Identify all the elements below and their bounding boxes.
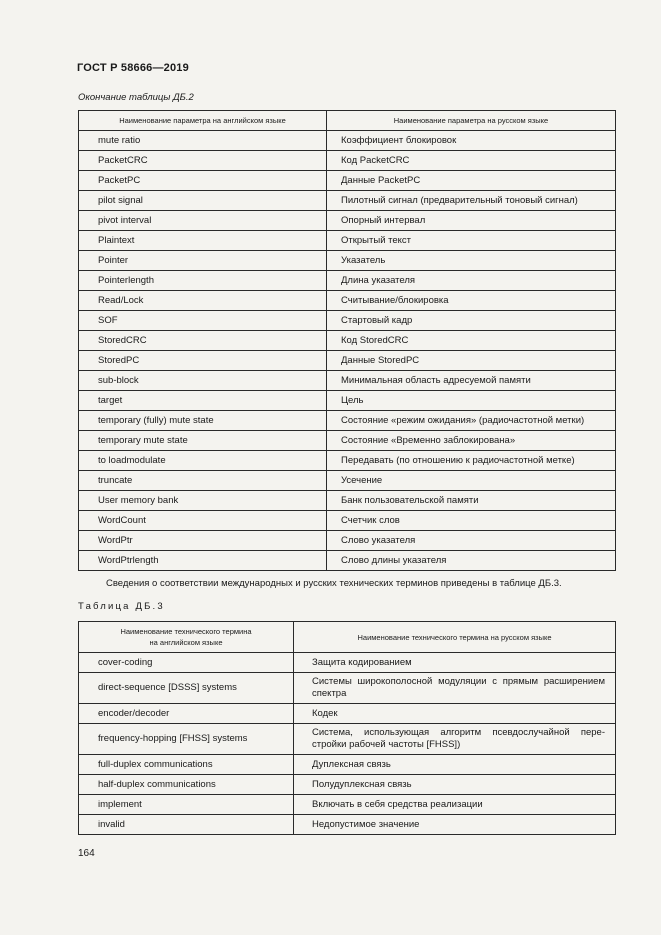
term-russian-cell: Состояние «режим ожидания» (радиочастотной метки) — [327, 411, 616, 431]
term-english-cell: StoredPC — [79, 351, 327, 371]
term-russian-cell: Данные PacketPC — [327, 171, 616, 191]
table-row — [79, 795, 616, 815]
reference-note: Сведения о соответствии международных и русских технических терминов приведены в таблице ДБ.3. — [106, 578, 562, 589]
term-russian-cell: Указатель — [327, 251, 616, 271]
term-english-cell: temporary (fully) mute state — [79, 411, 327, 431]
term-english-cell: encoder/decoder — [79, 704, 294, 724]
term-russian-cell: Коэффициент блокировок — [327, 131, 616, 151]
term-russian-cell: Код StoredCRC — [327, 331, 616, 351]
table-row — [79, 351, 616, 371]
term-english-cell: Pointerlength — [79, 271, 327, 291]
table-row — [79, 551, 616, 571]
term-english-cell: to loadmodulate — [79, 451, 327, 471]
term-russian-cell: Кодек — [294, 704, 616, 724]
table-row — [79, 815, 616, 835]
table-row — [79, 411, 616, 431]
term-english-cell: User memory bank — [79, 491, 327, 511]
term-russian-cell: Код PacketCRC — [327, 151, 616, 171]
table-row — [79, 171, 616, 191]
term-russian-cell: Слово указателя — [327, 531, 616, 551]
term-english-cell: half-duplex communications — [79, 775, 294, 795]
column-header-english: Наименование параметра на английском языке — [79, 111, 327, 131]
term-english-cell: WordPtr — [79, 531, 327, 551]
term-english-cell: WordCount — [79, 511, 327, 531]
term-russian-cell: Опорный интервал — [327, 211, 616, 231]
term-english-cell: sub-block — [79, 371, 327, 391]
term-russian-cell: Банк пользовательской памяти — [327, 491, 616, 511]
column-header-russian: Наименование технического термина на русском языке — [294, 622, 616, 653]
term-russian-cell: Пилотный сигнал (предварительный тоновый сигнал) — [327, 191, 616, 211]
table-header-row — [79, 622, 616, 653]
term-russian-cell: Защита кодированием — [294, 653, 616, 673]
term-english-cell: Pointer — [79, 251, 327, 271]
term-russian-cell: Минимальная область адресуемой памяти — [327, 371, 616, 391]
table-row — [79, 531, 616, 551]
table-row — [79, 775, 616, 795]
term-english-cell: invalid — [79, 815, 294, 835]
term-russian-cell: Передавать (по отношению к радиочастотной метке) — [327, 451, 616, 471]
term-english-cell: PacketCRC — [79, 151, 327, 171]
term-english-cell: SOF — [79, 311, 327, 331]
term-russian-cell: Длина указателя — [327, 271, 616, 291]
term-english-cell: pivot interval — [79, 211, 327, 231]
term-russian-cell: Счетчик слов — [327, 511, 616, 531]
technical-terms-table — [78, 621, 616, 835]
term-english-cell: implement — [79, 795, 294, 815]
table-row — [79, 251, 616, 271]
parameters-table — [78, 110, 616, 571]
column-header-english — [79, 622, 294, 653]
term-english-cell: Read/Lock — [79, 291, 327, 311]
term-russian-cell: Полудуплексная связь — [294, 775, 616, 795]
column-header-english-line1: Наименование технического термина — [120, 627, 252, 636]
term-russian-cell: Дуплексная связь — [294, 755, 616, 775]
table-row — [79, 131, 616, 151]
table2-caption: Таблица ДБ.3 — [78, 601, 165, 612]
term-english-cell: frequency-hopping [FHSS] systems — [79, 724, 294, 755]
term-english-cell: pilot signal — [79, 191, 327, 211]
table-row — [79, 724, 616, 755]
table-header-row — [79, 111, 616, 131]
table-row — [79, 371, 616, 391]
table-row — [79, 673, 616, 704]
term-english-cell: full-duplex communications — [79, 755, 294, 775]
term-russian-cell: Системы широкополосной модуляции с прямым расширением спектра — [294, 673, 616, 704]
term-russian-cell: Состояние «Временно заблокирована» — [327, 431, 616, 451]
table-row — [79, 191, 616, 211]
term-english-cell: WordPtrlength — [79, 551, 327, 571]
term-english-cell: target — [79, 391, 327, 411]
term-english-cell: Plaintext — [79, 231, 327, 251]
table-row — [79, 511, 616, 531]
table-row — [79, 391, 616, 411]
term-russian-cell: Цель — [327, 391, 616, 411]
table1-caption: Окончание таблицы ДБ.2 — [78, 92, 194, 103]
column-header-english-line2: на английском языке — [149, 638, 223, 647]
term-english-cell: truncate — [79, 471, 327, 491]
table-row — [79, 291, 616, 311]
term-russian-cell: Открытый текст — [327, 231, 616, 251]
table-row — [79, 231, 616, 251]
table-row — [79, 471, 616, 491]
term-russian-cell: Усечение — [327, 471, 616, 491]
table-row — [79, 653, 616, 673]
term-russian-cell: Стартовый кадр — [327, 311, 616, 331]
page-number: 164 — [78, 848, 95, 859]
table-row — [79, 431, 616, 451]
column-header-russian: Наименование параметра на русском языке — [327, 111, 616, 131]
term-english-cell: PacketPC — [79, 171, 327, 191]
table-row — [79, 151, 616, 171]
table-row — [79, 331, 616, 351]
term-english-cell: StoredCRC — [79, 331, 327, 351]
standard-header: ГОСТ Р 58666—2019 — [77, 62, 189, 74]
term-english-cell: direct-sequence [DSSS] systems — [79, 673, 294, 704]
term-russian-cell: Данные StoredPC — [327, 351, 616, 371]
term-english-cell: mute ratio — [79, 131, 327, 151]
table-row — [79, 311, 616, 331]
table-row — [79, 755, 616, 775]
term-english-cell: cover-coding — [79, 653, 294, 673]
table-row — [79, 451, 616, 471]
term-russian-cell: Система, использующая алгоритм псевдослучайной пере-стройки рабочей частоты [FHSS]) — [294, 724, 616, 755]
table-row — [79, 704, 616, 724]
table-row — [79, 491, 616, 511]
term-russian-cell: Недопустимое значение — [294, 815, 616, 835]
table-row — [79, 211, 616, 231]
term-russian-cell: Включать в себя средства реализации — [294, 795, 616, 815]
term-english-cell: temporary mute state — [79, 431, 327, 451]
term-russian-cell: Считывание/блокировка — [327, 291, 616, 311]
term-russian-cell: Слово длины указателя — [327, 551, 616, 571]
table-row — [79, 271, 616, 291]
